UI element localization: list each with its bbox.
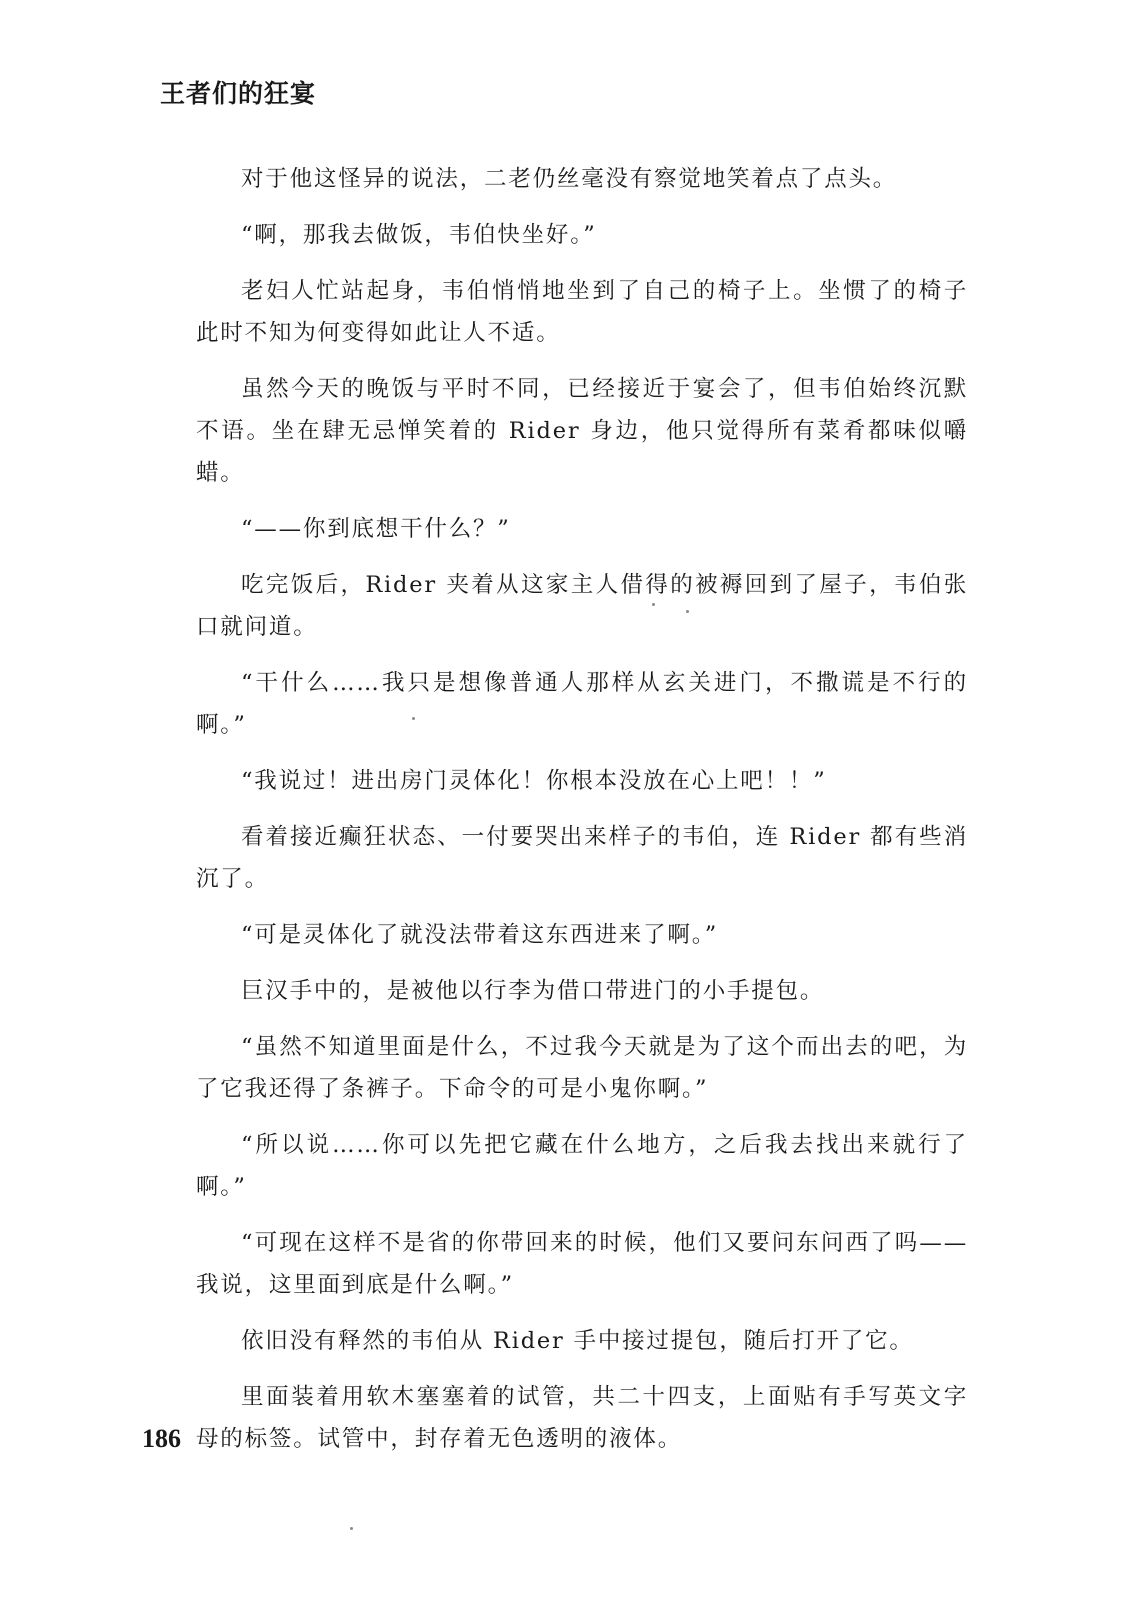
paragraph: “所以说……你可以先把它藏在什么地方，之后我去找出来就行了啊。” [196,1132,968,1200]
page-number: 186 [142,1424,181,1453]
paragraph: “我说过！进出房门灵体化！你根本没放在心上吧！！” [241,768,827,794]
paragraph: “可现在这样不是省的你带回来的时候，他们又要问东问西了吗——我说，这里面到底是什么啊。” [196,1230,968,1298]
paragraph: 巨汉手中的，是被他以行李为借口带进门的小手提包。 [241,978,825,1004]
paragraph: 虽然今天的晚饭与平时不同，已经接近于宴会了，但韦伯始终沉默不语。坐在肆无忌惮笑着的 Rider 身边，他只觉得所有菜肴都味似嚼蜡。 [196,376,968,486]
scan-speck [350,1527,353,1530]
paragraph: “可是灵体化了就没法带着这东西进来了啊。” [241,922,719,948]
paragraph: “啊，那我去做饭，韦伯快坐好。” [241,222,597,248]
paragraph: 吃完饭后，Rider 夹着从这家主人借得的被褥回到了屋子，韦伯张口就问道。 [196,572,968,640]
body-text [196,158,968,1474]
paragraph: 里面装着用软木塞塞着的试管，共二十四支，上面贴有手写英文字母的标签。试管中，封存着无色透明的液体。 [196,1384,968,1452]
paragraph: “——你到底想干什么？” [241,516,511,542]
paragraph: 对于他这怪异的说法，二老仍丝毫没有察觉地笑着点了点头。 [241,166,898,192]
scan-speck [686,610,689,613]
paragraph: “干什么……我只是想像普通人那样从玄关进门，不撒谎是不行的啊。” [196,670,968,738]
running-head-title: 王者们的狂宴 [160,79,317,108]
paragraph: 看着接近癫狂状态、一付要哭出来样子的韦伯，连 Rider 都有些消沉了。 [196,824,968,892]
scan-speck [652,603,655,606]
scan-speck [412,717,415,720]
paragraph: 依旧没有释然的韦伯从 Rider 手中接过提包，随后打开了它。 [241,1328,914,1354]
paragraph: 老妇人忙站起身，韦伯悄悄地坐到了自己的椅子上。坐惯了的椅子此时不知为何变得如此让人不适。 [196,278,968,346]
paragraph: “虽然不知道里面是什么，不过我今天就是为了这个而出去的吧，为了它我还得了条裤子。下命令的可是小鬼你啊。” [196,1034,968,1102]
